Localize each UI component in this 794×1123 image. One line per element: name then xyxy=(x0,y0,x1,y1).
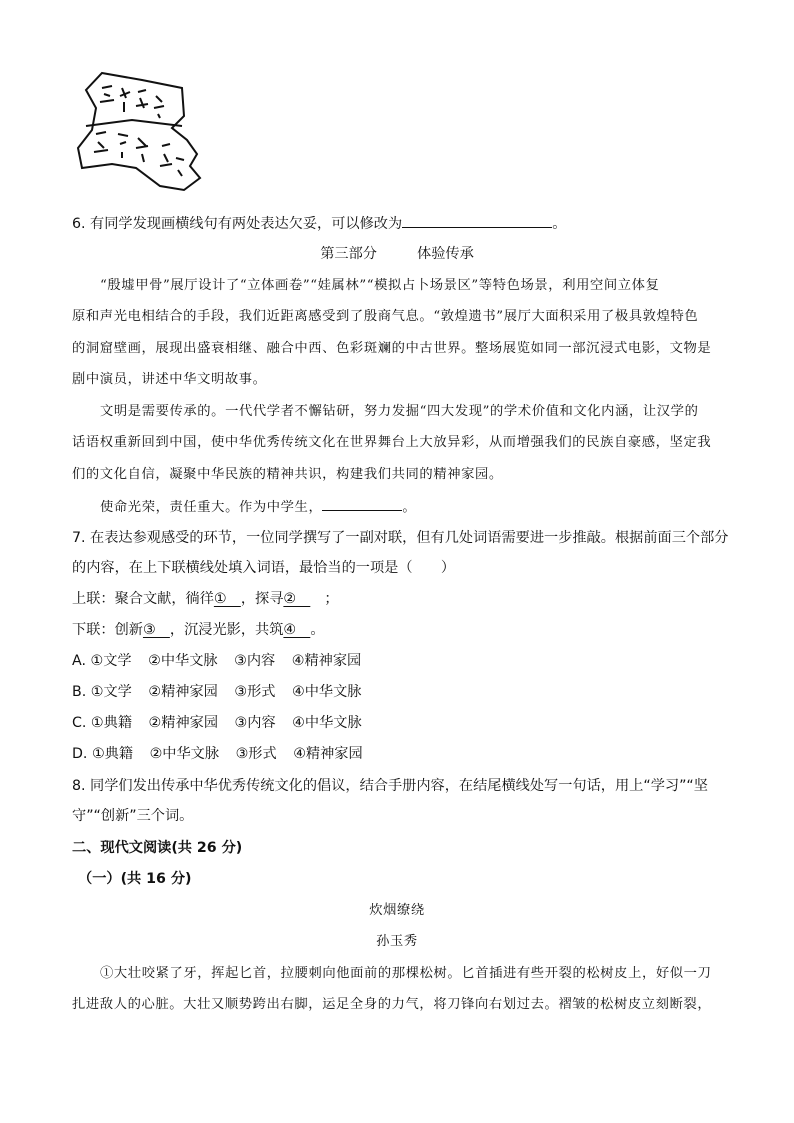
paragraph-line: 们的文化自信，凝聚中华民族的精神共识，构建我们共同的精神家园。 xyxy=(72,467,503,482)
paragraph-line: 剧中演员，讲述中华文明故事。 xyxy=(72,372,267,387)
answer-blank xyxy=(322,496,402,511)
blank-3: ③ xyxy=(142,622,170,638)
paragraph-line: 话语权重新回到中国，使中华优秀传统文化在世界舞台上大放异彩，从而增强我们的民族自豪感，坚定我 xyxy=(72,435,712,450)
paragraph-line: 的洞窟壁画，展现出盛衰相继、融合中西、色彩斑斓的中古世界。整场展览如同一部沉浸式电影，文物是 xyxy=(72,341,712,356)
question-8-line: 守”“创新”三个词。 xyxy=(72,808,194,824)
question-6-text: 6. 有同学发现画横线句有两处表达欠妥，可以修改为 xyxy=(72,216,403,232)
blank-4: ④ xyxy=(283,622,311,638)
question-6: 6. 有同学发现画横线句有两处表达欠妥，可以修改为 。 xyxy=(72,213,566,234)
paragraph-line: 原和声光电相结合的手段，我们近距离感受到了殷商气息。“敦煌遗书”展厅大面积采用了极具敦煌特色 xyxy=(72,309,699,324)
question-7-line: 7. 在表达参观感受的环节，一位同学撰写了一副对联，但有几处词语需要进一步推敲。根据前面三个部分 xyxy=(72,530,729,546)
question-8-line: 8. 同学们发出传承中华优秀传统文化的倡议，结合手册内容，在结尾横线处写一句话，用上“学习”“坚 xyxy=(72,778,708,794)
section-2-subtitle: （一）(共 16 分) xyxy=(78,871,192,887)
story-author: 孙玉秀 xyxy=(376,934,418,949)
story-line: 扎进敌人的心脏。大壮又顺势跨出右脚，运足全身的力气，将刀锋向右划过去。褶皱的松树皮立刻断裂， xyxy=(72,997,712,1012)
story-title: 炊烟缭绕 xyxy=(369,903,425,918)
option-d[interactable]: D. ①典籍 ②中华文脉 ③形式 ④精神家园 xyxy=(72,746,363,762)
option-c[interactable]: C. ①典籍 ②精神家园 ③内容 ④中华文脉 xyxy=(72,715,362,731)
couplet-upper: 上联：聚合文献，徜徉① ，探寻② ； xyxy=(72,591,339,607)
part-3-heading: 第三部分 体验传承 xyxy=(320,246,474,262)
blank-2: ② xyxy=(283,591,311,607)
blank-1: ① xyxy=(213,591,241,607)
option-b[interactable]: B. ①文学 ②精神家园 ③形式 ④中华文脉 xyxy=(72,684,362,700)
story-line: ①大壮咬紧了牙，挥起匕首，拉腰刺向他面前的那棵松树。匕首插进有些开裂的松树皮上，好似一刀 xyxy=(100,966,712,981)
paragraph-line: “殷墟甲骨”展厅设计了“立体画卷”“娃属林”“模拟占卜场景区”等特色场景，利用空间立体复 xyxy=(100,278,660,293)
section-2-title: 二、现代文阅读(共 26 分) xyxy=(72,840,243,856)
paragraph-line: 文明是需要传承的。一代代学者不懈钻研，努力发掘“四大发现”的学术价值和文化内涵，让汉学的 xyxy=(100,404,699,419)
answer-blank xyxy=(402,213,552,228)
paragraph-line: 使命光荣，责任重大。作为中学生， 。 xyxy=(100,496,416,518)
option-a[interactable]: A. ①文学 ②中华文脉 ③内容 ④精神家园 xyxy=(72,653,362,669)
question-7-line: 的内容，在上下联横线处填入词语，最恰当的一项是（ ） xyxy=(72,560,456,576)
couplet-lower: 下联：创新③ ，沉浸光影，共筑④ 。 xyxy=(72,622,325,638)
oracle-bone-illustration xyxy=(72,68,204,198)
